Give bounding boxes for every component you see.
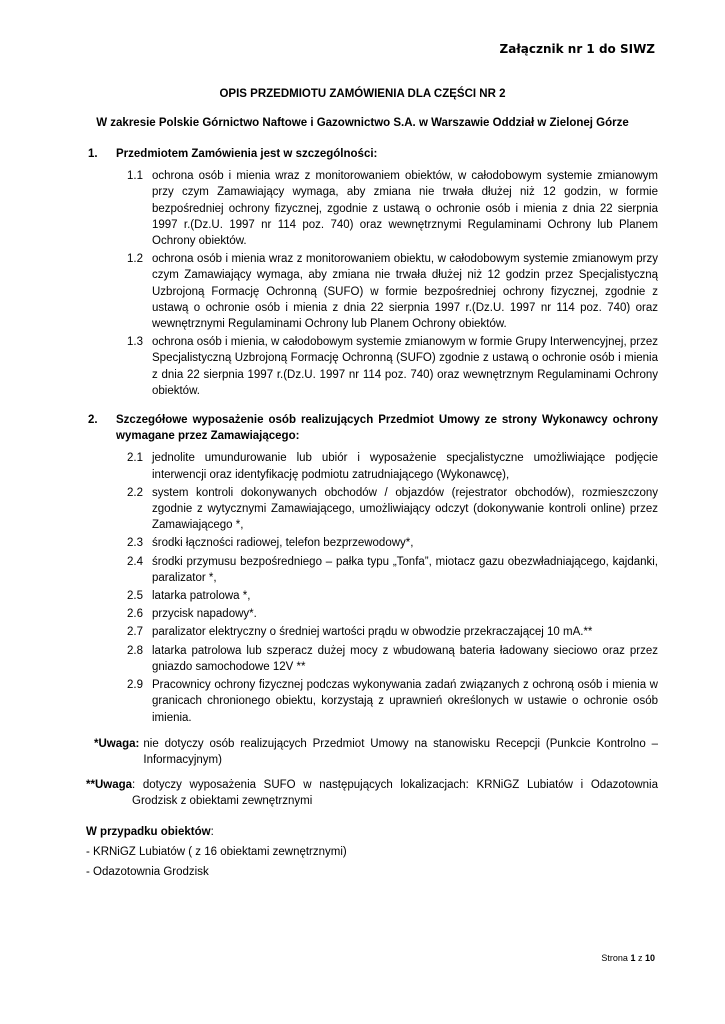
list-item [127,251,658,332]
item-number: 1.1 [127,170,143,183]
note-1 [94,736,658,768]
document-body [88,146,658,880]
section-number: 2. [88,414,98,427]
section-1-heading [88,146,658,162]
item-text: ochrona osób i mienia, w całodobowym systemie zmianowym w formie Grupy Interwencyjnej, przez Specjalistyczną Uzbrojoną Formację Ochronną (SUFO) zgodnie z ustawą o ochronie osób i mienia z dnia 22 sierpnia 1997 r.(Dz.U. 1997 nr 114 poz. 740) oraz wewnętrznym Regulaminami Ochrony obiektów. [152,336,658,397]
item-number: 1.2 [127,253,143,266]
note-2 [86,777,658,809]
note-label: *Uwaga: [94,737,140,750]
item-text: paralizator elektryczny o średniej wartości prądu w obwodzie przekraczającej 10 mA.** [152,626,593,639]
list-item [127,168,658,249]
item-text: system kontroli dokonywanych obchodów / objazdów (rejestrator obchodów), rozmieszczony zgodnie z wytycznymi Zamawiającego, umożliwiający odczyt (dokonywanie kontroli online) przez Zamawiającego *, [152,486,658,532]
item-text: środki łączności radiowej, telefon bezprzewodowy*, [152,537,414,550]
objects-section [86,824,658,881]
list-item [127,588,658,604]
section-1-items [127,168,658,399]
note-text: nie dotyczy osób realizujących Przedmiot Umowy na stanowisku Recepcji (Punkcie Kontrolno – Informacyjnym) [143,737,658,766]
item-text: przycisk napadowy*. [152,608,257,621]
section-number: 1. [88,148,98,160]
list-item [127,677,658,726]
item-text: Pracownicy ochrony fizycznej podczas wykonywania zadań związanych z ochroną osób i mienia w granicach chronionego obiektu, korzystają z uprawnień określonych w ustawie o ochronie osób imienia. [152,679,658,724]
list-item [127,334,658,399]
section-2-heading [88,412,658,444]
list-item [127,624,658,640]
item-text: środki przymusu bezpośredniego – pałka typu „Tonfa”, miotacz gazu obezwładniającego, kajdanki, paralizator *, [152,555,658,584]
page-title: OPIS PRZEDMIOTU ZAMÓWIENIA DLA CZĘŚCI NR 2 [219,88,506,100]
list-item [127,535,658,551]
attachment-label: Załącznik nr 1 do SIWZ [499,42,655,56]
current-page: 1 [630,953,636,963]
objects-line: - Odazotownia Grodzisk [86,865,209,878]
item-number: 2.5 [127,590,143,603]
page-footer: Strona 1 z 10 [601,953,655,963]
item-number: 1.3 [127,336,143,349]
list-item [127,606,658,622]
section-title: Przedmiotem Zamówienia jest w szczególności: [116,148,378,160]
item-number: 2.9 [127,679,143,692]
list-item [127,485,658,534]
total-pages: 10 [644,953,655,963]
item-text: latarka patrolowa lub szperacz dużej mocy z wbudowaną bateria ładowany sieciowo oraz przez gniazdo samochodowe 12V ** [152,644,658,673]
note-label: **Uwaga [86,779,133,792]
item-number: 2.7 [127,626,143,639]
page-subtitle: W zakresie Polskie Górnictwo Naftowe i Gazownictwo S.A. w Warszawie Oddział w Zielonej Górze [96,117,629,129]
item-text: latarka patrolowa *, [152,590,251,603]
item-number: 2.1 [127,452,143,465]
item-number: 2.8 [127,644,143,657]
list-item [127,554,658,586]
objects-line: - KRNiGZ Lubiatów ( z 16 obiektami zewnętrznymi) [86,845,347,858]
item-number: 2.2 [127,486,143,499]
item-text: jednolite umundurowanie lub ubiór i wyposażenie specjalistyczne umożliwiające podjęcie interwencji oraz identyfikację podmiotu zatrudniającego (Wykonawcę), [152,452,658,481]
section-title: Szczegółowe wyposażenie osób realizujących Przedmiot Umowy ze strony Wykonawcy ochrony wymagane przez Zamawiającego: [116,414,658,443]
item-text: ochrona osób i mienia wraz z monitorowaniem obiektów, w całodobowym systemie zmianowym przy czym Zamawiający wymaga, aby zmiana nie trwała dłużej niż 12 godzin, w formie bezpośredniej ochrony fizycznej, zgodnie z ustawą o ochronie osób i mienia z dnia 22 sierpnia 1997 r.(Dz.U. 1997 nr 114 poz. 740) oraz wewnętrznymi Regulaminami Ochrony lub Planem Ochrony obiektów. [152,170,658,248]
item-number: 2.3 [127,537,143,550]
list-item [127,643,658,675]
item-number: 2.4 [127,555,143,568]
item-number: 2.6 [127,608,143,621]
objects-heading: W przypadku obiektów: [86,825,214,838]
note-text: : dotyczy wyposażenia SUFO w następujących lokalizacjach: KRNiGZ Lubiatów i Odazotownia Grodzisk z obiektami zewnętrznymi [132,779,658,808]
section-2-items [127,450,658,725]
item-text: ochrona osób i mienia wraz z monitorowaniem obiektu, w całodobowym systemie zmianowym przy czym Zamawiający wymaga, aby zmiana nie trwała dłużej niż 12 godzin przez Specjalistyczną Uzbrojoną Formację Ochronną (SUFO) w formie bezpośredniej ochrony fizycznej, zgodnie z ustawą o ochronie osób i mienia z dnia 22 sierpnia 1997 r.(Dz.U. 1997 nr 114 poz. 740) oraz wewnętrznymi Regulaminami Ochrony lub Planem Ochrony obiektów. [152,253,658,331]
list-item [127,450,658,482]
